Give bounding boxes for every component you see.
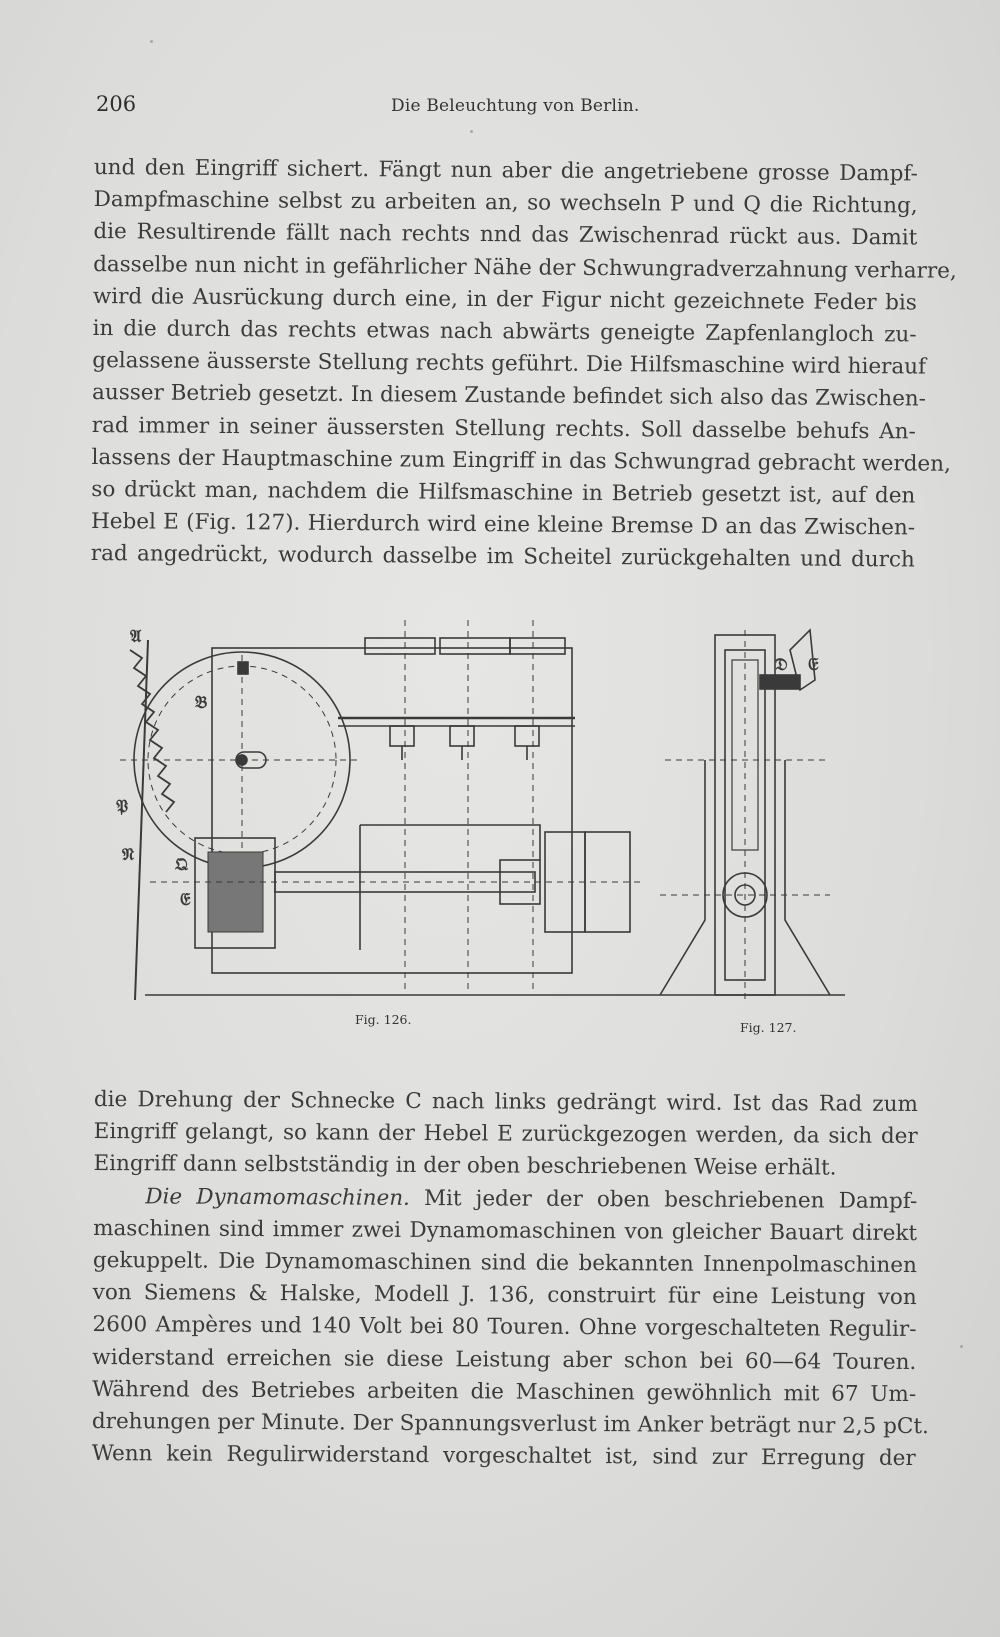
label-C: 𝔈 <box>180 890 191 910</box>
text-line: die Resultirende fällt nach rechts nnd das Zwischenrad rückt aus. Damit <box>93 219 918 251</box>
brake-lever <box>760 675 800 689</box>
text-line: Eingriff gelangt, so kann der Hebel E zurückgezogen werden, da sich der <box>93 1119 918 1150</box>
figure-caption-126: Fig. 126. <box>355 1012 412 1027</box>
text-line: in die durch das rechts etwas nach abwärts geneigte Zapfenlangloch zu- <box>92 316 917 348</box>
text-line: rad immer in seiner äussersten Stellung rechts. Soll dasselbe behufs An- <box>91 412 916 445</box>
text-line: ausser Betrieb gesetzt. In diesem Zustande befindet sich also das Zwischen- <box>92 380 927 412</box>
text-line: von Siemens & Halske, Modell J. 136, construirt für eine Leistung von <box>92 1280 917 1311</box>
section-heading: Die Dynamomaschinen. <box>145 1183 410 1211</box>
text-line: Während des Betriebes arbeiten die Maschinen gewöhnlich mit 67 Um- <box>92 1376 917 1407</box>
label-B: 𝔅 <box>195 693 208 713</box>
support <box>390 726 414 746</box>
text-line: Eingriff dann selbstständig in der oben beschriebenen Weise erhält. <box>93 1151 837 1181</box>
text-line: gelassene äusserste Stellung rechts geführt. Die Hilfsmaschine wird hierauf <box>92 348 927 380</box>
scan-speck <box>960 1345 963 1348</box>
label-Q: 𝔔 <box>175 855 188 875</box>
label-R: 𝔑 <box>122 845 135 865</box>
label-D: 𝔇 <box>775 655 788 675</box>
label-P: 𝔓 <box>116 797 129 817</box>
support <box>515 726 539 746</box>
bearing-top <box>510 638 565 654</box>
text-line: und den Eingriff sichert. Fängt nun aber die angetriebene grosse Dampf- <box>93 154 918 187</box>
machine-figure <box>116 620 880 1040</box>
text-line: gekuppelt. Die Dynamomaschinen sind die bekannten Innenpolmaschinen <box>92 1248 917 1279</box>
brake-block <box>238 662 248 674</box>
support <box>450 726 474 746</box>
text-line: rad angedrückt, wodurch dasselbe im Scheitel zurückgehalten und durch <box>90 541 915 573</box>
figure-caption-127: Fig. 127. <box>740 1020 797 1035</box>
paragraph-top <box>90 152 957 577</box>
text-line: Dampfmaschine selbst zu arbeiten an, so wechseln P und Q die Richtung, <box>93 187 918 219</box>
frame-outline <box>212 648 572 973</box>
running-title: Die Beleuchtung von Berlin. <box>391 96 640 116</box>
scan-speck <box>150 40 153 43</box>
text-line: lassens der Hauptmaschine zum Eingriff in das Schwungrad gebracht werden, <box>91 444 952 477</box>
frame-line <box>360 825 540 860</box>
technical-drawing <box>116 620 880 1040</box>
text-line: widerstand erreichen sie diese Leistung aber schon bei 60—64 Touren. <box>92 1344 917 1375</box>
text-line: maschinen sind immer zwei Dynamomaschinen von gleicher Bauart direkt <box>93 1215 918 1246</box>
scan-speck <box>470 130 473 133</box>
section-heading-line: Die Dynamomaschinen. Mit jeder der oben beschriebenen Dampf- <box>145 1183 918 1214</box>
bearing-top <box>440 638 510 654</box>
text-line: die Drehung der Schnecke C nach links gedrängt wird. Ist das Rad zum <box>93 1087 918 1118</box>
worm-screw <box>208 852 263 932</box>
page-number: 206 <box>96 92 137 116</box>
label-A: 𝔄 <box>130 627 142 647</box>
text-line: drehungen per Minute. Der Spannungsverlust im Anker beträgt nur 2,5 pCt. <box>91 1409 929 1440</box>
text-line: dasselbe nun nicht in gefährlicher Nähe der Schwungradverzahnung verharre, <box>93 251 957 284</box>
text-line: 2600 Ampères und 140 Volt bei 80 Touren. Ohne vorgeschalteten Regulir- <box>92 1312 917 1343</box>
text-line: Wenn kein Regulirwiderstand vorgeschaltet ist, sind zur Erregung der <box>91 1441 916 1472</box>
text-line: so drückt man, nachdem die Hilfsmaschine in Betrieb gesetzt ist, auf den <box>91 477 916 509</box>
text-line: wird die Ausrückung durch eine, in der Figur nicht gezeichnete Feder bis <box>92 283 917 316</box>
running-head <box>96 92 896 122</box>
flywheel-rim <box>135 640 148 1000</box>
bearing-top <box>365 638 435 654</box>
paragraph-bottom <box>91 1084 929 1475</box>
text-line: Hebel E (Fig. 127). Hierdurch wird eine kleine Bremse D an das Zwischen- <box>90 509 916 541</box>
label-E: 𝔈 <box>808 655 819 675</box>
